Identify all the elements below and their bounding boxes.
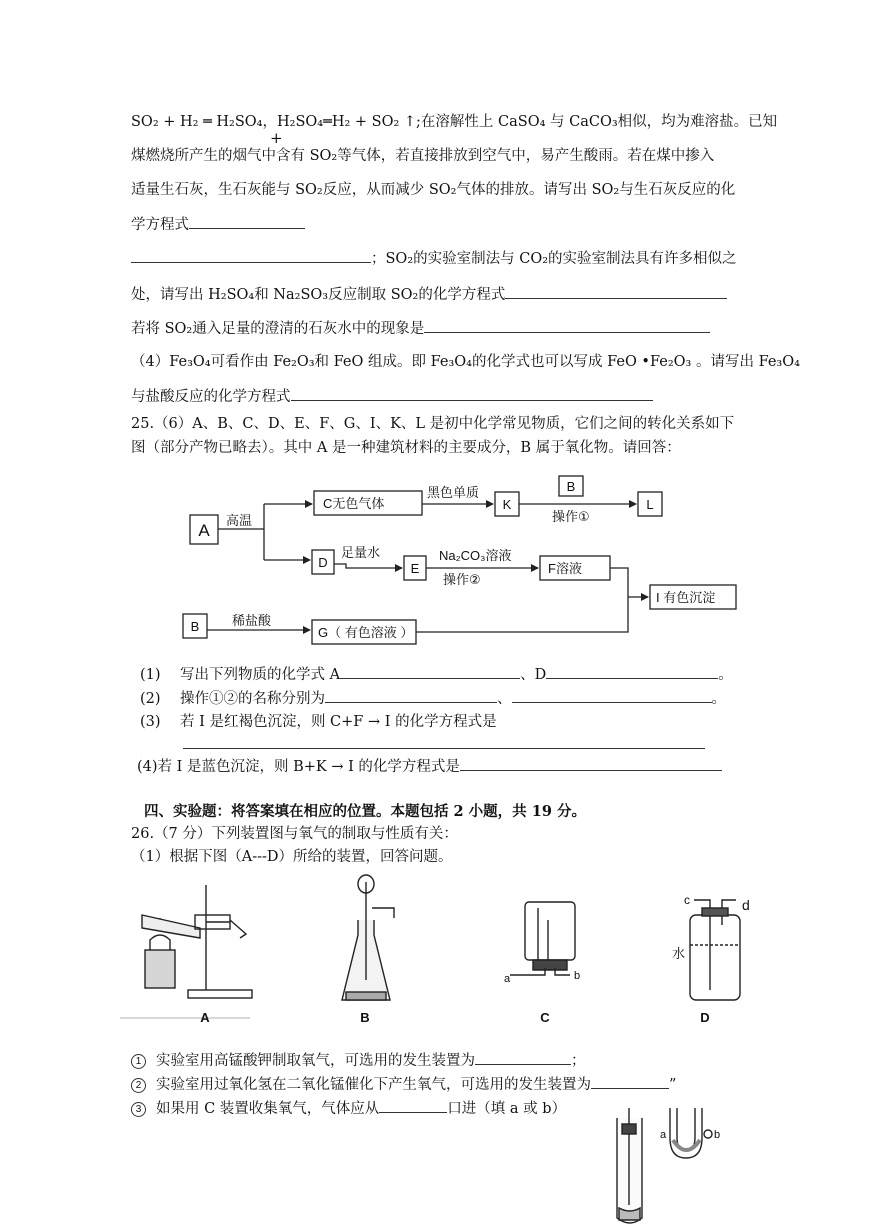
apparatus-c [510,902,575,975]
node-d-label: D [318,555,328,570]
apparatus-b-label: B [360,1010,370,1025]
label-xi-yansuan: 稀盐酸 [232,613,272,628]
plus-mark: + [270,129,283,147]
apparatus-figure [0,860,869,1040]
q26-item-1 [131,1050,586,1071]
q25-sub-3-text: 若 I 是红褐色沉淀，则 C+F → I 的化学方程式是 [180,714,497,730]
q25-sub-4 [137,756,722,777]
q26-line-1: 26.（7 分）下列装置图与氧气的制取与性质有关： [131,826,458,842]
node-g-label: G（ 有色溶液 ） [318,625,414,640]
q26-item-3-text: 如果用 C 装置收集氧气，气体应从 [156,1101,380,1117]
q25-sub-1-num: (1) [140,667,161,683]
answer-blank [460,756,722,771]
apparatus-b [342,875,394,1000]
q25-sub-2 [140,688,726,709]
q24-line-2: 煤燃烧所产生的烟气中含有 SO₂等气体，若直接排放到空气中，易产生酸雨。若在煤中掺入 [131,148,715,164]
q25-sub-4-text: (4)若 I 是蓝色沉淀，则 B+K → I 的化学方程式是 [137,759,460,775]
q25-line-1: 25.（6）A、B、C、D、E、F、G、I、K、L 是初中化学常见物质，它们之间的转化关系如下 [131,416,735,432]
apparatus-c-label: C [540,1010,550,1025]
q25-sub-3 [140,712,497,732]
label-gaowen: 高温 [226,513,253,528]
q25-sub-1-end: 。 [718,667,733,683]
apparatus-d [690,900,740,1000]
q26-item-3-end: 口进（填 a 或 b） [447,1101,567,1117]
circled-number-1: 1 [131,1054,146,1069]
q24-line-5-text: ；SO₂的实验室制法与 CO₂的实验室制法具有许多相似之 [371,251,737,267]
answer-blank-op2 [512,688,712,703]
apparatus-d-port-d: d [742,897,750,913]
apparatus-d-port-c: c [684,893,690,907]
apparatus-d-water: 水 [672,946,686,961]
q26-item-1-end: ； [571,1053,586,1069]
q24-line-7-text: 若将 SO₂通入足量的澄清的石灰水中的现象是 [131,321,425,337]
q24-line-3: 适量生石灰，生石灰能与 SO₂反应，从而减少 SO₂气体的排放。请写出 SO₂与生石灰反应的化 [131,182,736,198]
q25-sub-2-mid: 、 [497,691,512,707]
q26-item-2-end: ” [669,1077,677,1093]
answer-blank-line [183,748,705,749]
node-i-label: I 有色沉淀 [656,590,716,605]
answer-blank [475,1050,571,1065]
node-k-label: K [502,497,512,512]
q24-line-4-text: 学方程式 [131,217,189,233]
q25-line-2: 图（部分产物已略去）。其中 A 是一种建筑材料的主要成分，B 属于氧化物。请回答： [131,440,681,456]
node-f-label: F溶液 [548,561,582,576]
u-tube-apparatus [0,1100,869,1228]
q26-item-1-text: 实验室用高锰酸钾制取氧气，可选用的发生装置为 [156,1053,475,1069]
q25-sub-1-text: 写出下列物质的化学式 A [180,667,341,683]
apparatus-c-port-a: a [504,973,511,985]
label-caozuo-1: 操作① [552,509,590,524]
q25-sub-1-mid: 、D [520,667,547,683]
apparatus-d-label: D [700,1010,710,1025]
node-b-top-label: B [566,479,576,494]
q24-line-6-text: 处，请写出 H₂SO₄和 Na₂SO₃反应制取 SO₂的化学方程式 [131,287,506,303]
circled-number-3: 3 [131,1102,146,1117]
apparatus-a [120,885,252,1018]
answer-blank-a [340,664,520,679]
q26-line-2: （1）根据下图（A---D）所给的装置，回答问题。 [131,849,453,865]
apparatus-c-port-b: b [574,970,581,982]
node-l-label: L [646,497,654,512]
q25-sub-3-num: (3) [140,714,161,730]
q24-line-8: （4）Fe₃O₄可看作由 Fe₂O₃和 FeO 组成。即 Fe₃O₄的化学式也可以写成 FeO •Fe₂O₃ 。请写出 Fe₃O₄ [131,354,800,370]
label-heise-danzhi: 黑色单质 [427,485,480,500]
node-e-label: E [410,561,420,576]
q24-line-9-text: 与盐酸反应的化学方程式 [131,389,291,405]
label-caozuo-2: 操作② [443,572,481,587]
answer-blank-op1 [325,688,497,703]
node-a-label: A [198,521,210,540]
node-c-label: C无色气体 [323,496,385,511]
u-tube-port-b: b [714,1129,721,1141]
q26-item-2-text: 实验室用过氧化氢在二氧化锰催化下产生氧气，可选用的发生装置为 [156,1077,591,1093]
q25-sub-2-num: (2) [140,691,161,707]
label-na2co3: Na₂CO₃溶液 [439,548,512,563]
node-b-bottom-label: B [190,619,200,634]
answer-blank-d [546,664,718,679]
answer-blank [591,1074,669,1089]
q24-line-1: SO₂ + H₂ ═ H₂SO₄，H₂SO₄═H₂ + SO₂ ↑;在溶解性上 CaSO₄ 与 CaCO₃相似，均为难溶盐。已知 [131,114,778,130]
section-heading: 四、实验题：将答案填在相应的位置。本题包括 2 小题，共 19 分。 [144,803,586,820]
circled-number-2: 2 [131,1078,146,1093]
q25-sub-2-end: 。 [711,691,726,707]
u-tube-port-a: a [660,1129,667,1141]
q25-sub-2-text: 操作①②的名称分别为 [180,691,325,707]
q26-item-2 [131,1074,676,1095]
apparatus-a-label: A [200,1010,210,1025]
label-zuliang-shui: 足量水 [341,545,381,560]
q25-sub-1 [140,664,733,685]
